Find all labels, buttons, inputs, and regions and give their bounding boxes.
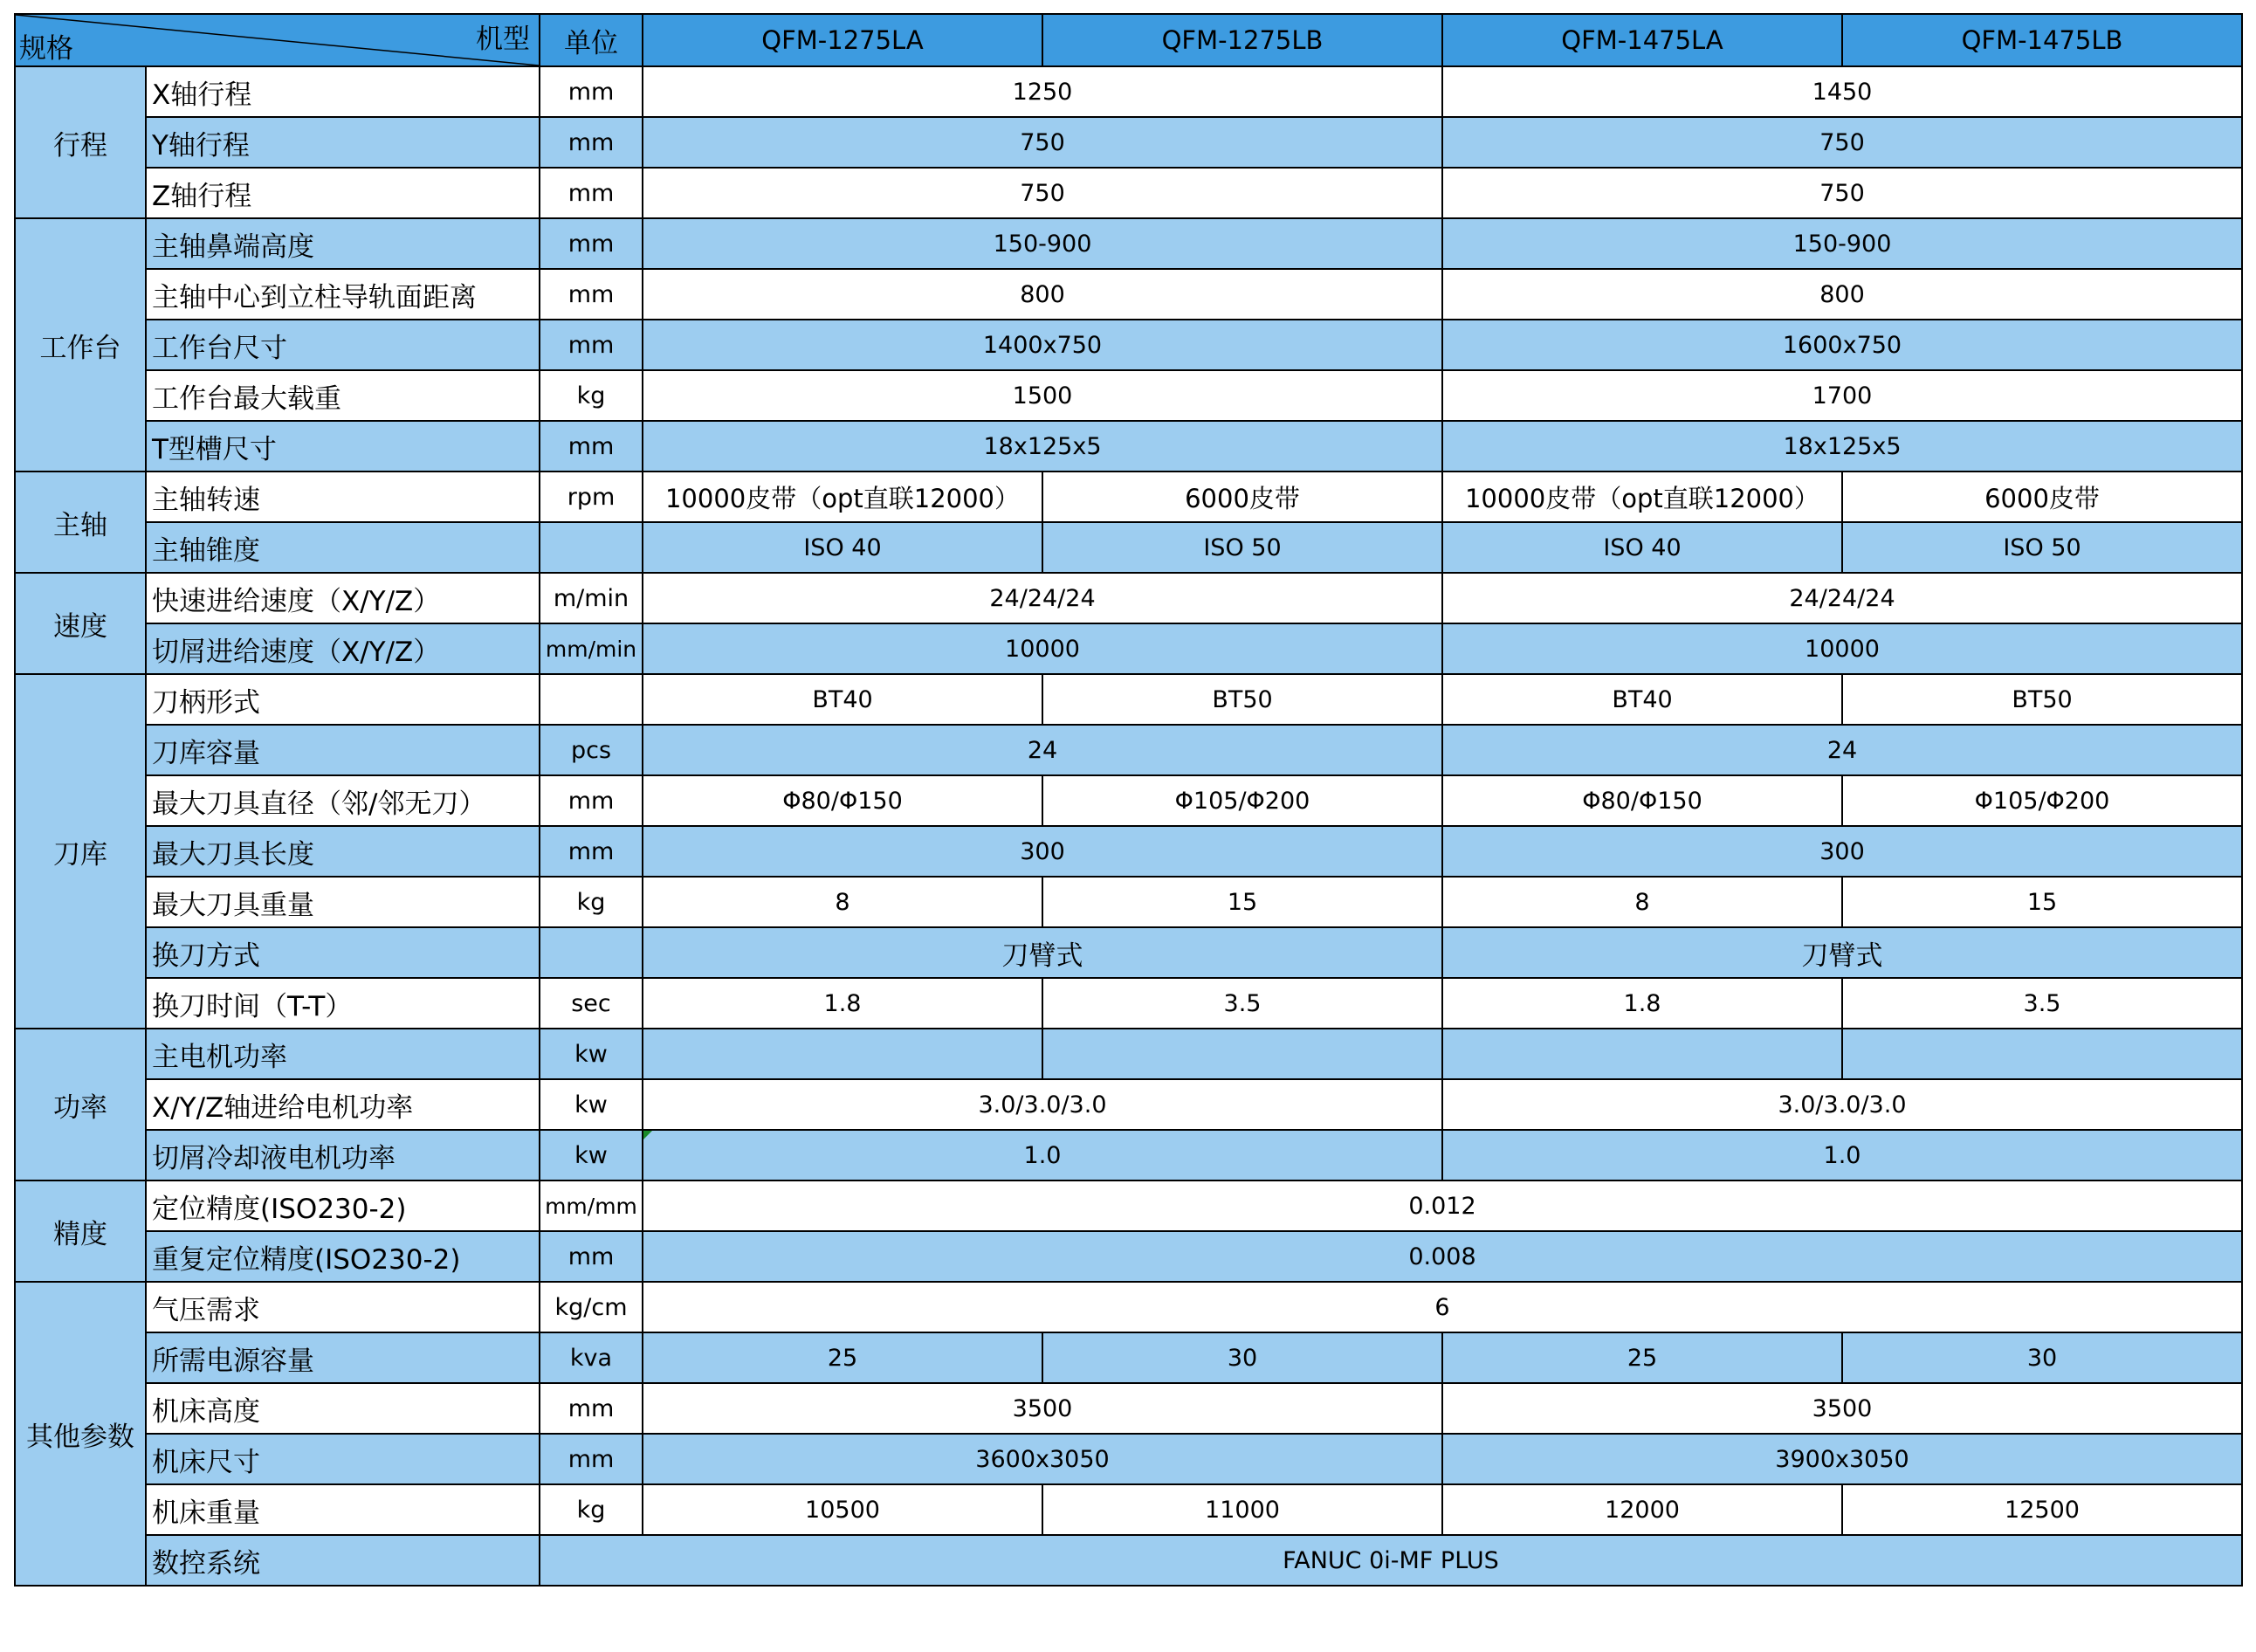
row-unit: mm xyxy=(540,66,643,117)
table-row xyxy=(15,826,2242,877)
value-cell: 800 xyxy=(1442,269,2242,320)
value-cell: 6 xyxy=(643,1282,2242,1332)
row-name: 定位精度(ISO230-2) xyxy=(146,1180,540,1231)
value-cell: 1500 xyxy=(643,370,1442,421)
row-unit: mm xyxy=(540,826,643,877)
value-cell: 10000皮带（opt直联12000） xyxy=(1442,472,1842,522)
row-unit: mm/min xyxy=(540,623,643,674)
table-row xyxy=(15,168,2242,218)
row-unit xyxy=(540,927,643,978)
table-row xyxy=(15,1332,2242,1383)
value-cell: 11000 xyxy=(1042,1484,1442,1535)
value-cell: 150-900 xyxy=(643,218,1442,269)
value-cell: 30 xyxy=(1042,1332,1442,1383)
category-power: 功率 xyxy=(15,1029,146,1180)
value-cell: 6000皮带 xyxy=(1842,472,2242,522)
value-cell: 150-900 xyxy=(1442,218,2242,269)
row-name: 刀柄形式 xyxy=(146,674,540,725)
row-name: 主轴转速 xyxy=(146,472,540,522)
value-cell: 0.008 xyxy=(643,1231,2242,1282)
table-row xyxy=(15,978,2242,1029)
value-cell: 1450 xyxy=(1442,66,2242,117)
row-name: Z轴行程 xyxy=(146,168,540,218)
value-cell: 1400x750 xyxy=(643,320,1442,370)
corner-spec-label: 规格 xyxy=(19,33,73,65)
value-cell: 1.0 xyxy=(1442,1130,2242,1180)
value-cell: 24 xyxy=(1442,725,2242,775)
value-cell: 8 xyxy=(1442,877,1842,927)
table-row xyxy=(15,1383,2242,1434)
table-row xyxy=(15,1180,2242,1231)
row-unit: mm xyxy=(540,320,643,370)
value-cell: 0.012 xyxy=(643,1180,2242,1231)
value-cell: Φ80/Φ150 xyxy=(1442,775,1842,826)
row-name: 切屑进给速度（X/Y/Z） xyxy=(146,623,540,674)
value-cell xyxy=(1442,1029,1842,1079)
value-cell: ISO 40 xyxy=(1442,522,1842,573)
table-row xyxy=(15,218,2242,269)
value-cell: ISO 40 xyxy=(643,522,1042,573)
value-cell: 3.0/3.0/3.0 xyxy=(1442,1079,2242,1130)
value-cell: 1250 xyxy=(643,66,1442,117)
corner-header xyxy=(15,14,540,66)
row-name: 工作台最大载重 xyxy=(146,370,540,421)
value-cell: 750 xyxy=(643,117,1442,168)
value-cell: 25 xyxy=(1442,1332,1842,1383)
value-cell: 10000 xyxy=(1442,623,2242,674)
table-row xyxy=(15,522,2242,573)
value-cell: 10000 xyxy=(643,623,1442,674)
value-cell: 1.8 xyxy=(643,978,1042,1029)
row-name: 主轴鼻端高度 xyxy=(146,218,540,269)
value-cell xyxy=(1842,1029,2242,1079)
table-row xyxy=(15,674,2242,725)
table-row xyxy=(15,421,2242,472)
row-name: 换刀时间（T-T） xyxy=(146,978,540,1029)
value-cell: 300 xyxy=(643,826,1442,877)
row-unit: kg xyxy=(540,1484,643,1535)
row-unit: mm xyxy=(540,421,643,472)
header-row xyxy=(15,14,2242,66)
row-unit: mm xyxy=(540,218,643,269)
row-unit xyxy=(540,522,643,573)
row-unit: sec xyxy=(540,978,643,1029)
value-cell: 刀臂式 xyxy=(1442,927,2242,978)
value-cell: 6000皮带 xyxy=(1042,472,1442,522)
value-cell: 3600x3050 xyxy=(643,1434,1442,1484)
table-row xyxy=(15,370,2242,421)
value-cell: 300 xyxy=(1442,826,2242,877)
table-row xyxy=(15,725,2242,775)
row-unit: kg xyxy=(540,877,643,927)
value-cell: 750 xyxy=(1442,117,2242,168)
category-other: 其他参数 xyxy=(15,1282,146,1586)
value-cell: 刀臂式 xyxy=(643,927,1442,978)
table-row xyxy=(15,1282,2242,1332)
value-cell: BT40 xyxy=(643,674,1042,725)
model-header: QFM-1475LB xyxy=(1842,14,2242,66)
row-unit: mm xyxy=(540,168,643,218)
table-row xyxy=(15,877,2242,927)
category-magazine: 刀库 xyxy=(15,674,146,1029)
value-cell: 750 xyxy=(1442,168,2242,218)
value-cell: 1700 xyxy=(1442,370,2242,421)
value-cell: 3500 xyxy=(643,1383,1442,1434)
value-cell: BT40 xyxy=(1442,674,1842,725)
row-name: 换刀方式 xyxy=(146,927,540,978)
row-name: 主轴中心到立柱导轨面距离 xyxy=(146,269,540,320)
row-unit: pcs xyxy=(540,725,643,775)
value-cell: Φ105/Φ200 xyxy=(1042,775,1442,826)
value-cell: 8 xyxy=(643,877,1042,927)
row-unit: kg/cm xyxy=(540,1282,643,1332)
value-cell: 1.0 xyxy=(643,1130,1442,1180)
value-cell: 24 xyxy=(643,725,1442,775)
value-cell: 3.5 xyxy=(1042,978,1442,1029)
row-unit: m/min xyxy=(540,573,643,623)
row-unit: mm xyxy=(540,1434,643,1484)
row-name: 快速进给速度（X/Y/Z） xyxy=(146,573,540,623)
row-name: 工作台尺寸 xyxy=(146,320,540,370)
table-row xyxy=(15,623,2242,674)
value-cell: Φ80/Φ150 xyxy=(643,775,1042,826)
table-row xyxy=(15,117,2242,168)
value-cell: 10000皮带（opt直联12000） xyxy=(643,472,1042,522)
table-row xyxy=(15,1535,2242,1586)
category-travel: 行程 xyxy=(15,66,146,218)
row-name: 重复定位精度(ISO230-2) xyxy=(146,1231,540,1282)
category-speed: 速度 xyxy=(15,573,146,674)
table-row xyxy=(15,269,2242,320)
value-cell: 24/24/24 xyxy=(643,573,1442,623)
row-unit: mm xyxy=(540,269,643,320)
row-unit: kw xyxy=(540,1079,643,1130)
table-row xyxy=(15,66,2242,117)
value-cell: 3500 xyxy=(1442,1383,2242,1434)
value-cell: BT50 xyxy=(1042,674,1442,725)
value-cell: ISO 50 xyxy=(1042,522,1442,573)
row-unit: mm/mm xyxy=(540,1180,643,1231)
value-cell: 15 xyxy=(1042,877,1442,927)
row-unit: mm xyxy=(540,1383,643,1434)
row-unit: mm xyxy=(540,117,643,168)
table-row xyxy=(15,1434,2242,1484)
row-name: 机床尺寸 xyxy=(146,1434,540,1484)
value-cell: 1600x750 xyxy=(1442,320,2242,370)
value-cell: 1.8 xyxy=(1442,978,1842,1029)
model-header: QFM-1275LA xyxy=(643,14,1042,66)
corner-model-label: 机型 xyxy=(476,24,530,55)
row-unit: kw xyxy=(540,1130,643,1180)
row-name: T型槽尺寸 xyxy=(146,421,540,472)
table-row xyxy=(15,573,2242,623)
table-row xyxy=(15,320,2242,370)
value-cell: 12500 xyxy=(1842,1484,2242,1535)
row-unit: kva xyxy=(540,1332,643,1383)
row-unit: kw xyxy=(540,1029,643,1079)
value-cell: Φ105/Φ200 xyxy=(1842,775,2242,826)
model-header: QFM-1475LA xyxy=(1442,14,1842,66)
table-row xyxy=(15,1130,2242,1180)
value-cell: 18x125x5 xyxy=(643,421,1442,472)
value-cell: ISO 50 xyxy=(1842,522,2242,573)
row-unit: mm xyxy=(540,775,643,826)
category-table: 工作台 xyxy=(15,218,146,472)
table-row xyxy=(15,775,2242,826)
value-cell xyxy=(1042,1029,1442,1079)
row-name: 主轴锥度 xyxy=(146,522,540,573)
row-name: 最大刀具长度 xyxy=(146,826,540,877)
row-name: 刀库容量 xyxy=(146,725,540,775)
value-cell: 750 xyxy=(643,168,1442,218)
category-spindle: 主轴 xyxy=(15,472,146,573)
table-row xyxy=(15,1231,2242,1282)
model-header: QFM-1275LB xyxy=(1042,14,1442,66)
value-cell: 25 xyxy=(643,1332,1042,1383)
value-cell: 800 xyxy=(643,269,1442,320)
row-name: 主电机功率 xyxy=(146,1029,540,1079)
value-cell: 15 xyxy=(1842,877,2242,927)
row-name: 机床重量 xyxy=(146,1484,540,1535)
value-cell: 24/24/24 xyxy=(1442,573,2242,623)
row-name: Y轴行程 xyxy=(146,117,540,168)
value-cell: 10500 xyxy=(643,1484,1042,1535)
value-cell: 3900x3050 xyxy=(1442,1434,2242,1484)
value-cell: 12000 xyxy=(1442,1484,1842,1535)
row-unit xyxy=(540,674,643,725)
category-accuracy: 精度 xyxy=(15,1180,146,1282)
spec-table xyxy=(14,13,2243,1587)
value-cell: 3.0/3.0/3.0 xyxy=(643,1079,1442,1130)
row-name: X/Y/Z轴进给电机功率 xyxy=(146,1079,540,1130)
table-row xyxy=(15,1029,2242,1079)
value-cell xyxy=(643,1029,1042,1079)
row-name: X轴行程 xyxy=(146,66,540,117)
row-name: 机床高度 xyxy=(146,1383,540,1434)
unit-header: 单位 xyxy=(540,14,643,66)
value-cell: 18x125x5 xyxy=(1442,421,2242,472)
row-unit: rpm xyxy=(540,472,643,522)
value-cell: 3.5 xyxy=(1842,978,2242,1029)
table-row xyxy=(15,1079,2242,1130)
row-name: 所需电源容量 xyxy=(146,1332,540,1383)
row-name: 切屑冷却液电机功率 xyxy=(146,1130,540,1180)
row-name: 数控系统 xyxy=(146,1535,540,1586)
row-name: 最大刀具重量 xyxy=(146,877,540,927)
row-unit: kg xyxy=(540,370,643,421)
row-name: 气压需求 xyxy=(146,1282,540,1332)
table-row xyxy=(15,1484,2242,1535)
value-cell: BT50 xyxy=(1842,674,2242,725)
value-cell: 30 xyxy=(1842,1332,2242,1383)
value-cell: FANUC 0i-MF PLUS xyxy=(540,1535,2242,1586)
cell-comment-marker xyxy=(643,1131,652,1139)
row-name: 最大刀具直径（邻/邻无刀） xyxy=(146,775,540,826)
table-row xyxy=(15,927,2242,978)
row-unit: mm xyxy=(540,1231,643,1282)
table-row xyxy=(15,472,2242,522)
